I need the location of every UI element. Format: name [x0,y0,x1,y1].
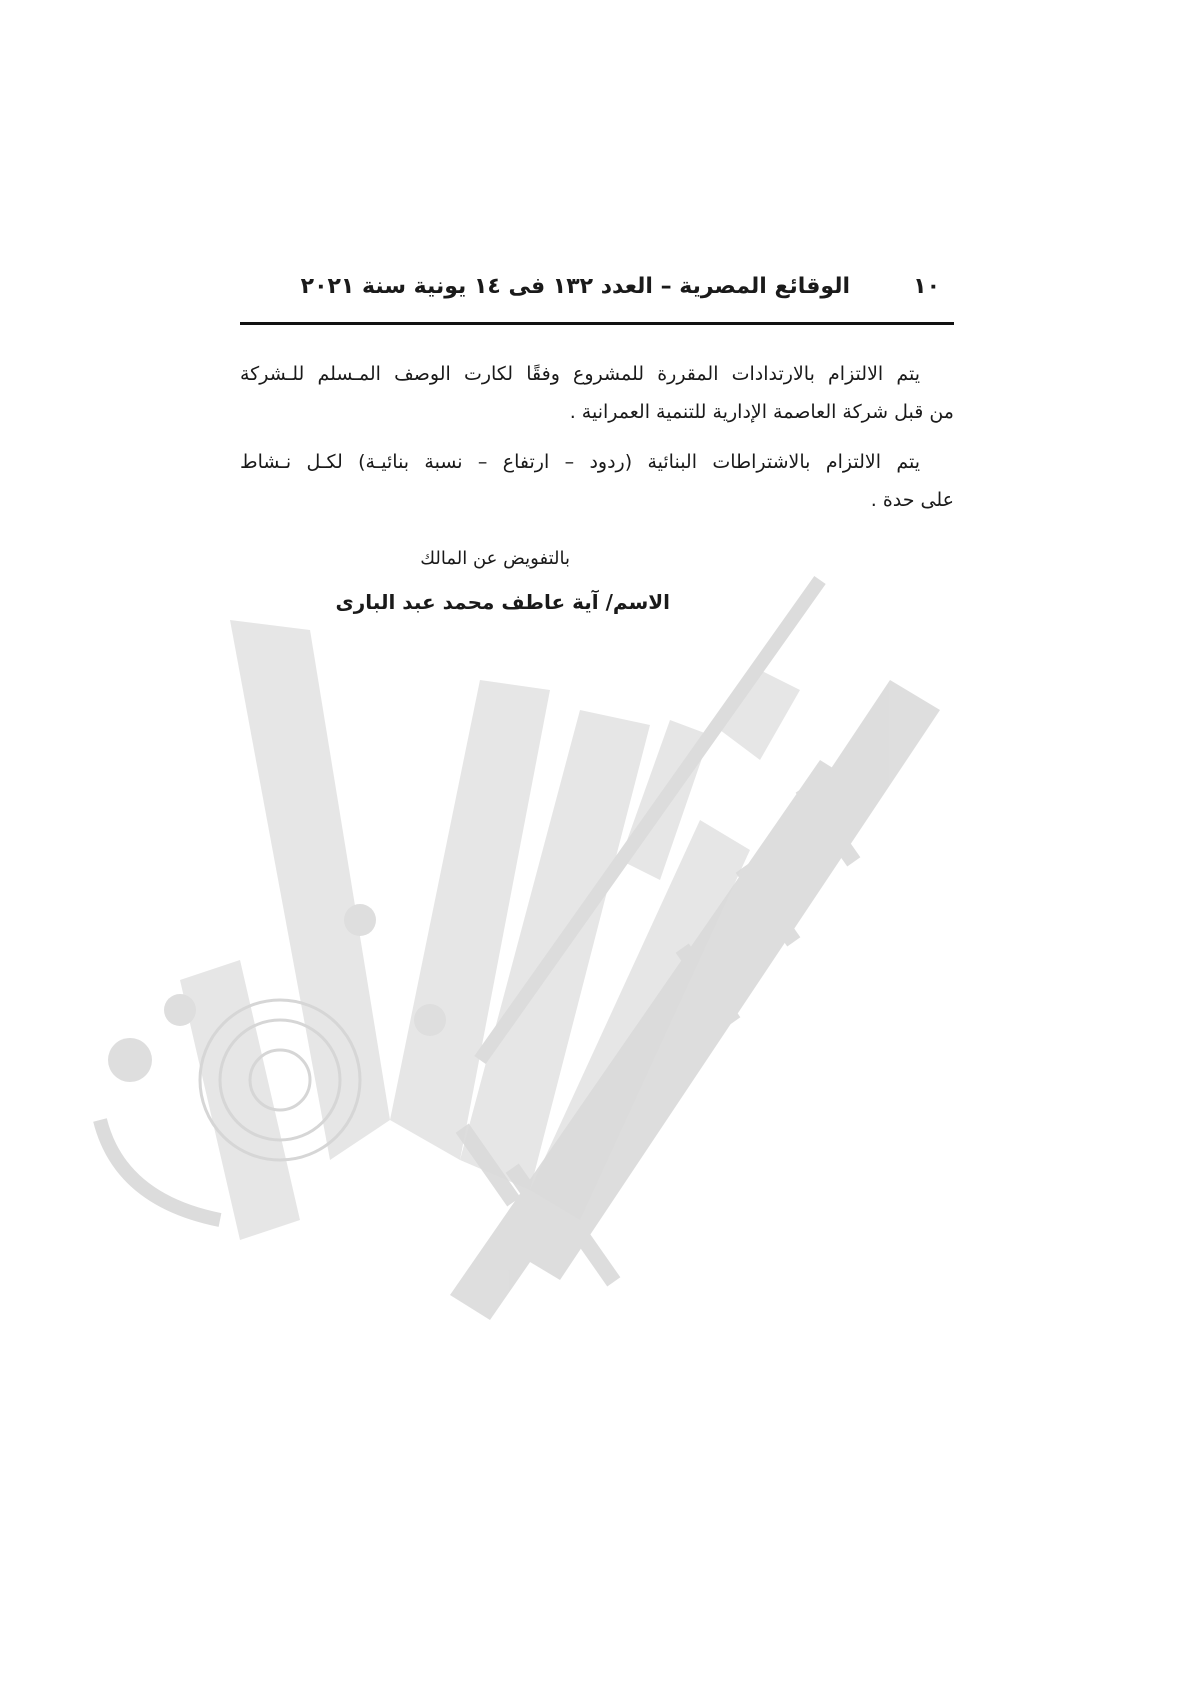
signatory-name: الاسم/ آية عاطف محمد عبد البارى [335,590,670,614]
paragraph-line: يتم الالتزام بالاشتراطات البنائية (ردود – ارتفاع – نسبة بنائيـة) لكـل نـشاط [240,451,920,473]
paragraph-line: يتم الالتزام بالارتدادات المقررة للمشروع وفقًا لكارت الوصف المـسلم للـشركة [240,363,920,385]
paragraph-line: من قبل شركة العاصمة الإدارية للتنمية العمرانية . [569,401,954,423]
header-divider [240,322,954,325]
paragraph-setbacks [240,355,954,431]
gazette-issue-title: الوقائع المصرية – العدد ١٣٢ فى ١٤ يونية سنة ٢٠٢١ [300,274,850,299]
paragraph-line: على حدة . [870,489,954,511]
page-header [240,268,954,314]
signature-label: بالتفويض عن المالك [420,548,570,569]
page-number: ١٠ [913,274,940,299]
paragraph-building-conditions [240,443,954,519]
mirrors-watermark-logo [60,560,1040,1420]
document-body [240,355,954,531]
